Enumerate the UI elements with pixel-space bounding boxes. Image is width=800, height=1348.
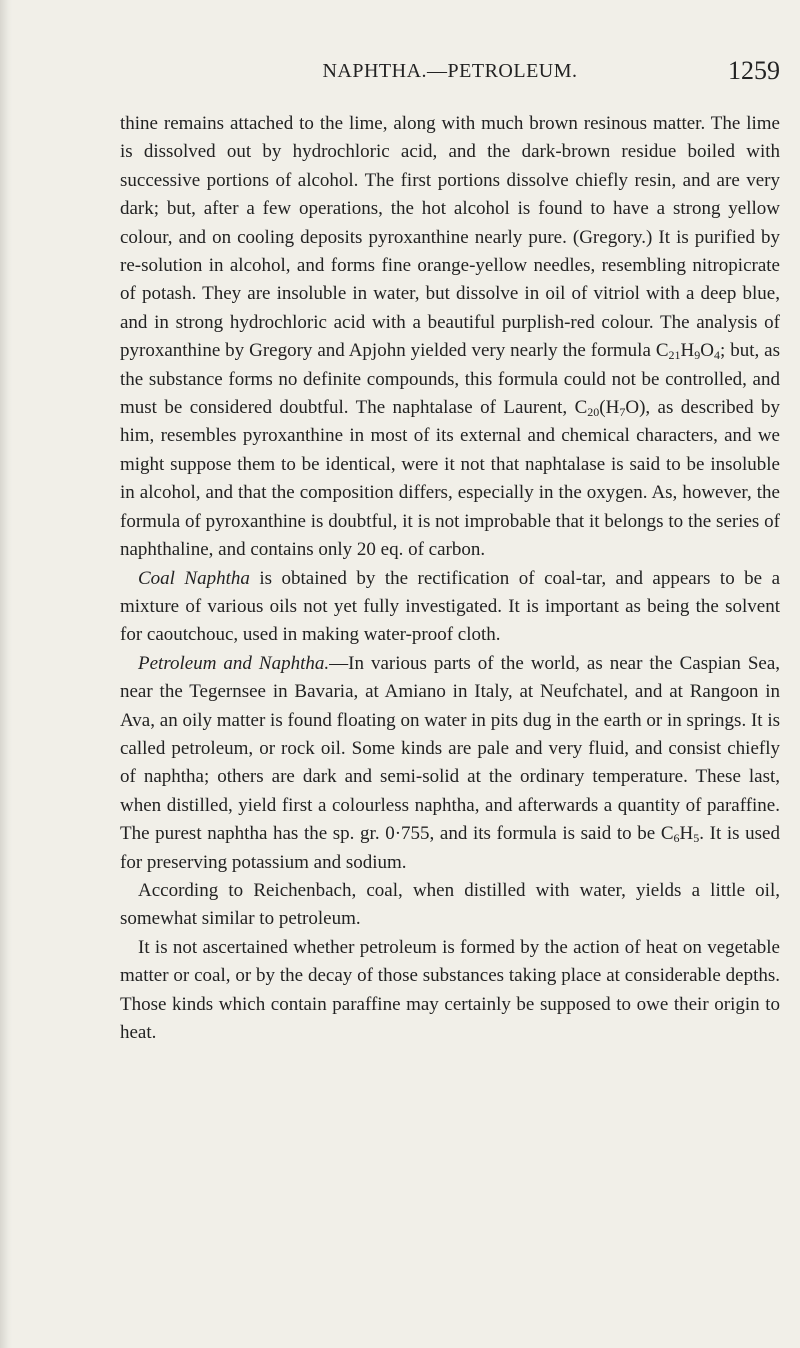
paragraph-text: , as described by him, resembles pyroxanthine in most of its external and chemical characters, and we might suppose them to be identical, were it not that naphtalase is said to be insoluble in alcohol, and that the composition differs, especially in the oxygen. As, however, the formula of pyroxanthine is doubtful, it is not improbable that it belongs to the series of naphthaline, and contains only 20 eq. of carbon. bbox=[120, 397, 780, 561]
paragraph-text: —In various parts of the world, as near the Caspian Sea, near the Tegernsee in Bavaria, at Amiano in Italy, at Neufchatel, and at Rangoon in Ava, an oily matter is found floating on water in pits dug in the earth or in springs. It is called petroleum, or rock oil. Some kinds are pale and very fluid, and consist chiefly of naphtha; others are dark and semi-solid at the ordinary temperature. These last, when distilled, yield first a colourless naphtha, and afterwards a quantity of paraffine. The purest naphtha has the sp. gr. 0·755, and its formula is said to be bbox=[120, 652, 780, 845]
formula-pyroxanthine: $C_{21}H_9O_4$ bbox=[655, 340, 720, 363]
paragraph-text: . It is used for preserving potassium and sodium. bbox=[120, 823, 780, 873]
formula-naphtha: $C_6H_5$ bbox=[660, 823, 700, 846]
paragraph-text: It is not ascertained whether petroleum is formed by the action of heat on vegetable matter or coal, or by the decay of those substances taking place at considerable depths. Those kinds which contain paraffine may certainly be supposed to owe their origin to heat. bbox=[120, 936, 780, 1043]
page-spine-shadow bbox=[0, 0, 12, 1348]
section-heading-petroleum: Petroleum and Naphtha. bbox=[138, 652, 330, 674]
running-title: NAPHTHA.—PETROLEUM. bbox=[322, 60, 578, 82]
paragraph-text: thine remains attached to the lime, along with much brown resinous matter. The lime is dissolved out by hydrochloric acid, and the dark-brown residue boiled with successive portions of alcohol. The first portions dissolve chiefly resin, and are very dark; but, after a few operations, the hot alcohol is found to have a strong yellow colour, and on cooling deposits pyroxanthine nearly pure. (Gregory.) It is purified by re-solution in alcohol, and forms fine orange-yellow needles, resembling nitropicrate of potash. They are insoluble in water, but dissolve in oil of vitriol with a deep blue, and in strong hydrochloric acid with a beautiful purplish-red colour. The analysis of pyroxanthine by Gregory and Apjohn yielded very nearly the formula bbox=[120, 113, 780, 362]
paragraph-coal-naphtha bbox=[120, 565, 780, 650]
paragraph-petroleum bbox=[120, 650, 780, 877]
paragraph-text: ; but, as the substance forms no definite compounds, this formula could not be controlled, and must be considered doubtful. The naphtalase of Laurent, bbox=[120, 340, 780, 419]
paragraph-text: is obtained by the rectification of coal-tar, and appears to be a mixture of various oils not yet fully investigated. It is important as being the solvent for caoutchouc, used in making water-proof cloth. bbox=[120, 567, 781, 646]
paragraph-text: According to Reichenbach, coal, when distilled with water, yields a little oil, somewhat similar to petroleum. bbox=[120, 879, 780, 930]
section-heading-coal-naphtha: Coal Naphtha bbox=[138, 567, 250, 589]
paragraph-pyroxanthine bbox=[120, 110, 780, 565]
running-head bbox=[120, 56, 780, 96]
body-text bbox=[120, 110, 780, 1047]
paragraph-reichenbach bbox=[120, 877, 780, 934]
formula-naphtalase: $C_{20}(H_7O)$ bbox=[574, 397, 646, 420]
page-number: 1259 bbox=[728, 56, 780, 85]
paragraph-origin bbox=[120, 934, 780, 1048]
